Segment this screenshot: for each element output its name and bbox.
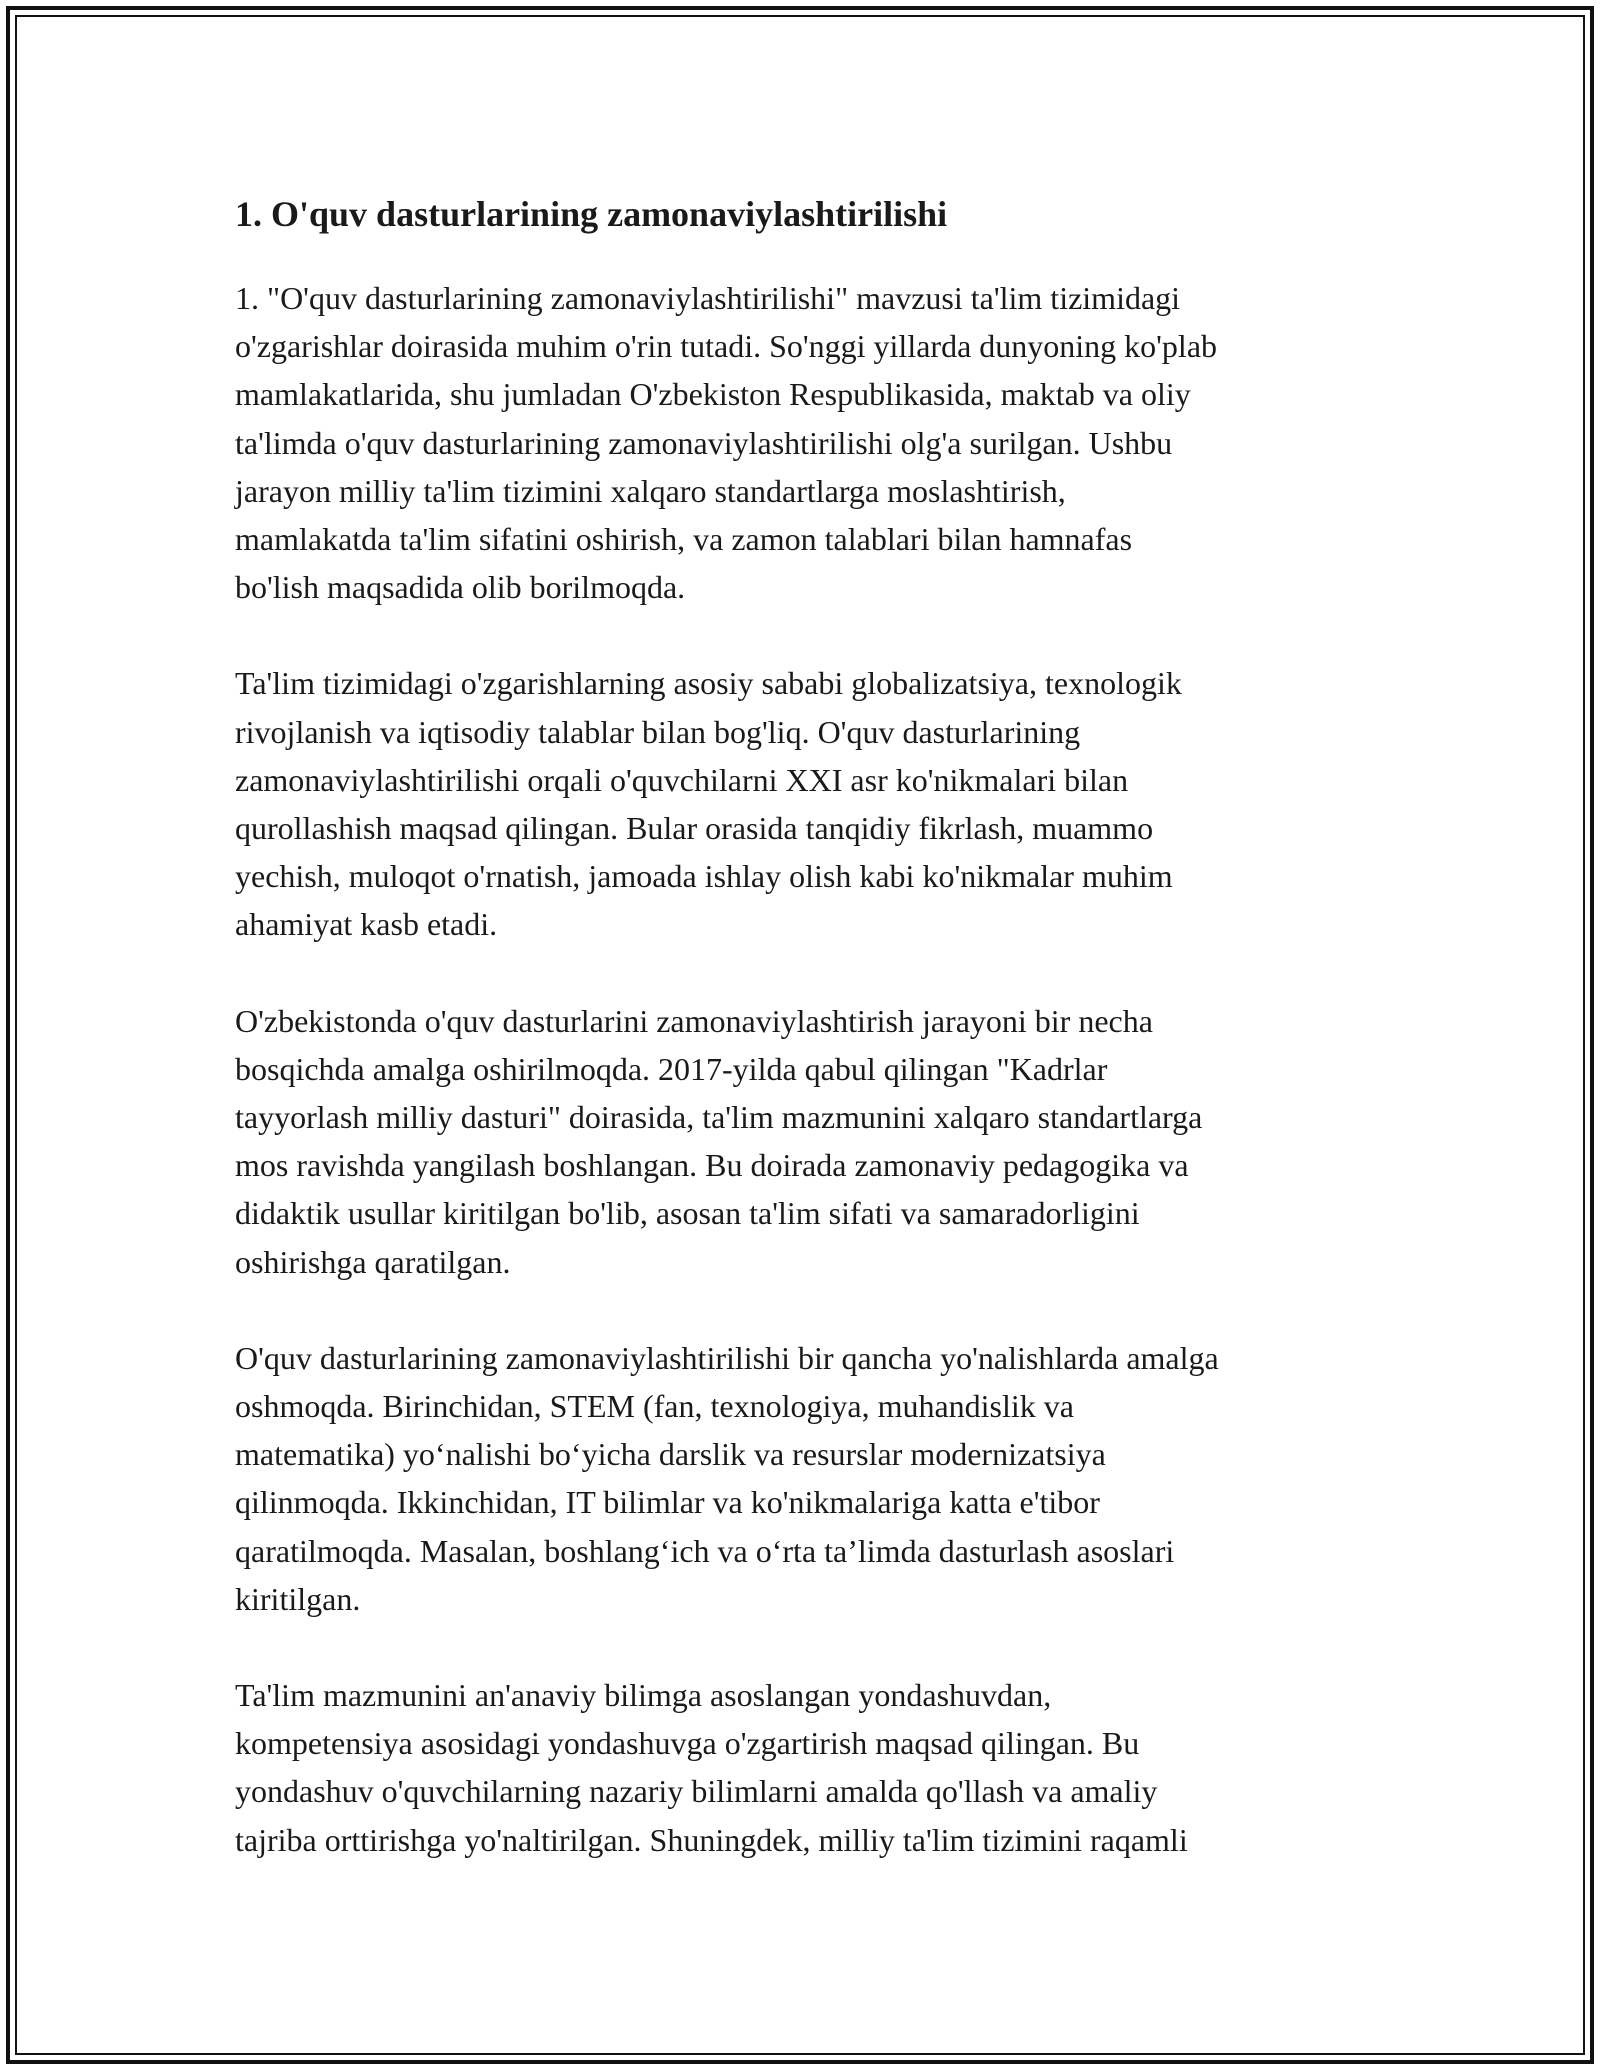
text-line: bo'lish maqsadida olib borilmoqda. bbox=[235, 569, 686, 606]
text-line: kompetensiya asosidagi yondashuvga o'zgartirish maqsad qilingan. Bu bbox=[235, 1725, 1140, 1762]
text-line: yondashuv o'quvchilarning nazariy bilimlarni amalda qo'llash va amaliy bbox=[235, 1773, 1158, 1810]
text-line: O'zbekistonda o'quv dasturlarini zamonaviylashtirish jarayoni bir necha bbox=[235, 1002, 1153, 1039]
text-line: oshmoqda. Birinchidan, STEM (fan, texnologiya, muhandislik va bbox=[235, 1388, 1074, 1425]
paragraph-4 bbox=[235, 1334, 1385, 1623]
text-line: mamlakatlarida, shu jumladan O'zbekiston Respublikasida, maktab va oliy bbox=[235, 376, 1191, 413]
text-line: qurollashish maqsad qilingan. Bular orasida tanqidiy fikrlash, muammo bbox=[235, 810, 1154, 847]
text-line: 1. "O'quv dasturlarining zamonaviylashtirilishi" mavzusi ta'lim tizimidagi bbox=[235, 280, 1181, 316]
text-line: qaratilmoqda. Masalan, boshlang‘ich va o‘rta ta’limda dasturlash asoslari bbox=[235, 1532, 1175, 1569]
text-line: mos ravishda yangilash boshlangan. Bu doirada zamonaviy pedagogika va bbox=[235, 1147, 1189, 1184]
text-line: tayyorlash milliy dasturi" doirasida, ta'lim mazmunini xalqaro standartlarga bbox=[235, 1099, 1203, 1136]
text-line: zamonaviylashtirilishi orqali o'quvchilarni XXI asr ko'nikmalari bilan bbox=[235, 761, 1129, 798]
text-line: bosqichda amalga oshirilmoqda. 2017-yilda qabul qilingan "Kadrlar bbox=[235, 1050, 1108, 1087]
text-line: Ta'lim mazmunini an'anaviy bilimga asoslangan yondashuvdan, bbox=[235, 1677, 1052, 1714]
text-line: ahamiyat kasb etadi. bbox=[235, 906, 498, 943]
text-line: matematika) yo‘nalishi bo‘yicha darslik va resurslar modernizatsiya bbox=[235, 1436, 1106, 1473]
text-line: Ta'lim tizimidagi o'zgarishlarning asosiy sababi globalizatsiya, texnologik bbox=[235, 665, 1182, 702]
text-line: didaktik usullar kiritilgan bo'lib, asosan ta'lim sifati va samaradorligini bbox=[235, 1195, 1140, 1232]
text-line: tajriba orttirishga yo'naltirilgan. Shuningdek, milliy ta'lim tizimini raqamli bbox=[235, 1821, 1188, 1858]
paragraph-2 bbox=[235, 659, 1385, 948]
text-line: mamlakatda ta'lim sifatini oshirish, va zamon talablari bilan hamnafas bbox=[235, 521, 1133, 558]
text-line: ta'limda o'quv dasturlarining zamonaviylashtirilishi olg'a surilgan. Ushbu bbox=[235, 424, 1173, 461]
text-line: o'zgarishlar doirasida muhim o'rin tutadi. So'nggi yillarda dunyoning ko'plab bbox=[235, 328, 1218, 365]
text-line: kiritilgan. bbox=[235, 1580, 361, 1617]
section-heading: 1. O'quv dasturlarining zamonaviylashtirilishi bbox=[235, 194, 948, 234]
paragraph-1 bbox=[235, 274, 1385, 611]
text-line: oshirishga qaratilgan. bbox=[235, 1243, 511, 1280]
text-line: yechish, muloqot o'rnatish, jamoada ishlay olish kabi ko'nikmalar muhim bbox=[235, 858, 1173, 895]
text-line: rivojlanish va iqtisodiy talablar bilan bog'liq. O'quv dasturlarining bbox=[235, 713, 1081, 750]
text-line: O'quv dasturlarining zamonaviylashtirilishi bir qancha yo'nalishlarda amalga bbox=[235, 1339, 1219, 1376]
paragraph-5 bbox=[235, 1671, 1385, 1864]
text-line: jarayon milliy ta'lim tizimini xalqaro standartlarga moslashtirish, bbox=[235, 472, 1066, 509]
document-body bbox=[235, 186, 1385, 1912]
paragraph-3 bbox=[235, 997, 1385, 1286]
text-line: qilinmoqda. Ikkinchidan, IT bilimlar va ko'nikmalariga katta e'tibor bbox=[235, 1484, 1100, 1521]
